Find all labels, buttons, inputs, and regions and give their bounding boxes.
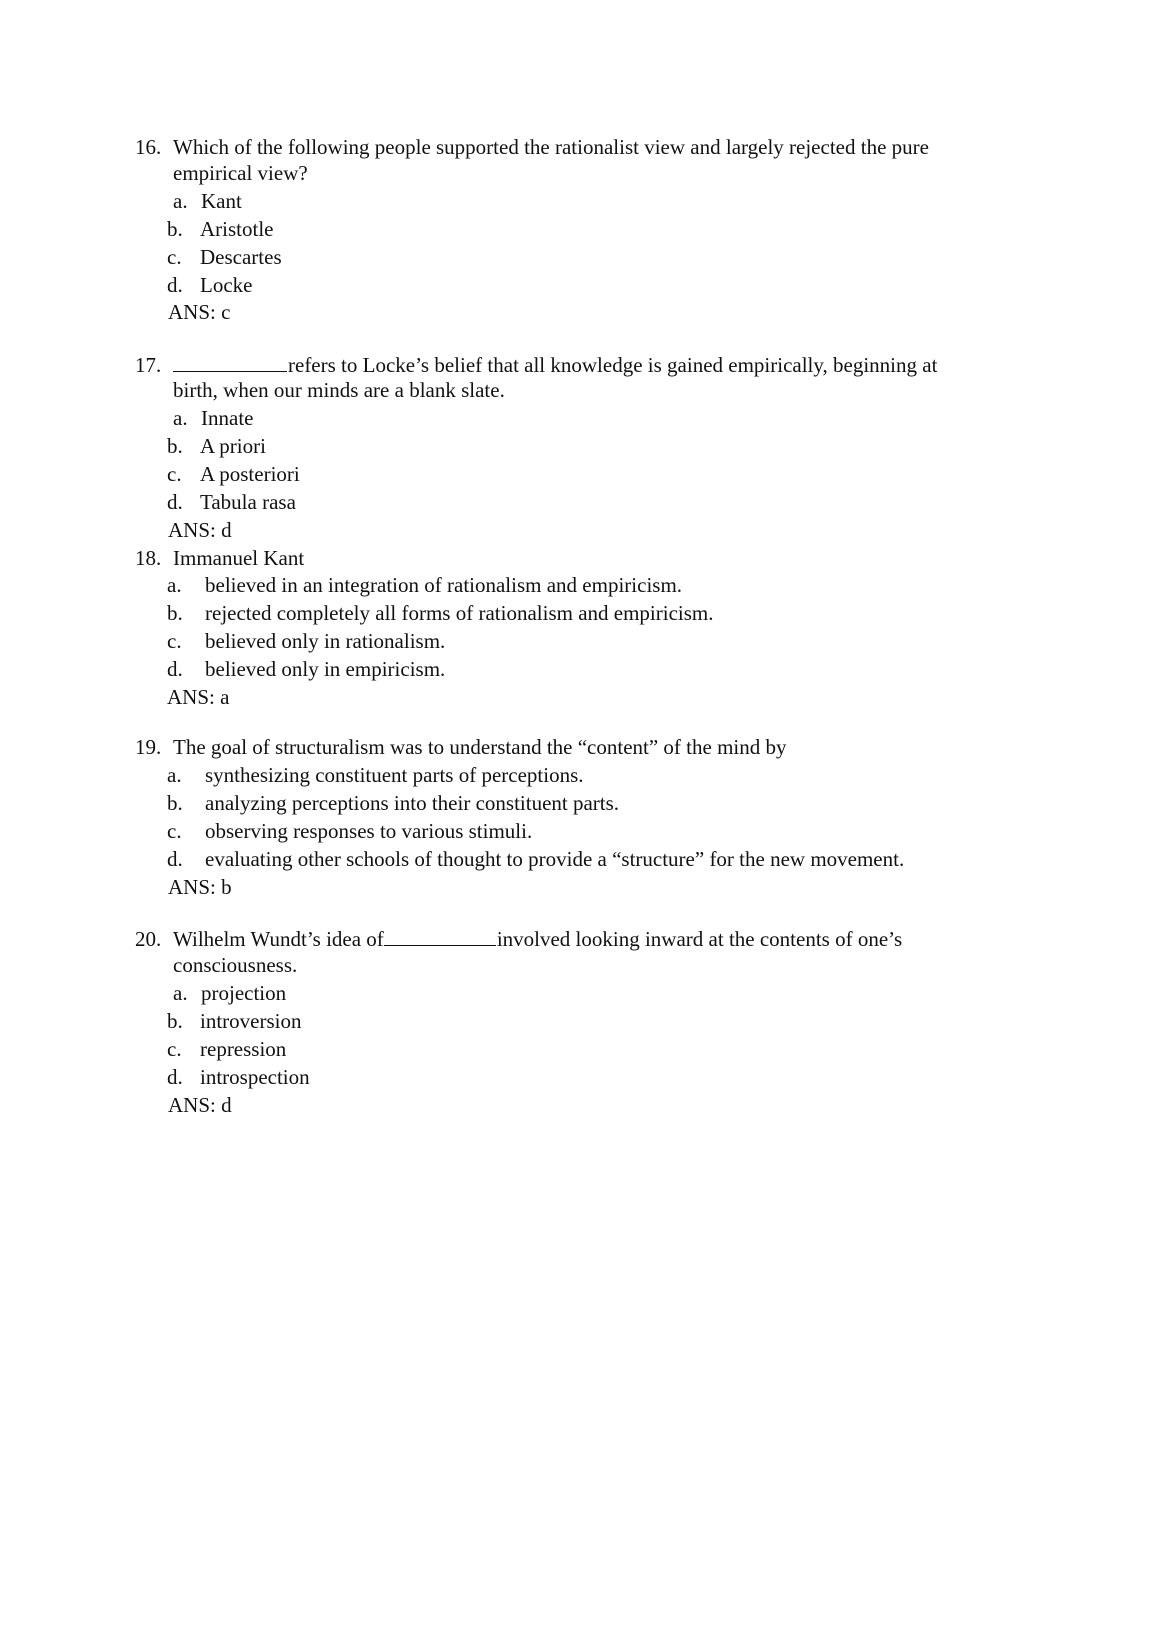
option-letter: b. <box>167 217 183 241</box>
option-text: repression <box>200 1037 287 1061</box>
option-letter: b. <box>167 434 183 458</box>
option-letter: d. <box>167 847 183 871</box>
option-text: Innate <box>201 406 254 430</box>
answer-key: ANS: a <box>167 685 230 709</box>
option-text: A posteriori <box>200 462 300 486</box>
option-letter: b. <box>167 1009 183 1033</box>
option-letter: a. <box>167 763 182 787</box>
option-letter: d. <box>167 1065 183 1089</box>
option-text: synthesizing constituent parts of perceptions. <box>205 763 584 787</box>
question-stem: Which of the following people supported the rationalist view and largely rejected the pure <box>173 135 929 159</box>
answer-key: ANS: d <box>168 518 232 542</box>
option-text: A priori <box>200 434 266 458</box>
option-text: Tabula rasa <box>200 490 296 514</box>
option-letter: b. <box>167 791 183 815</box>
question-number: 17. <box>135 353 162 377</box>
option-letter: c. <box>167 1037 182 1061</box>
question-stem: refers to Locke’s belief that all knowledge is gained empirically, beginning at <box>173 352 937 378</box>
option-letter: d. <box>167 273 183 297</box>
question-stem-continued: birth, when our minds are a blank slate. <box>173 378 505 402</box>
option-text: introspection <box>200 1065 310 1089</box>
answer-key: ANS: d <box>168 1093 232 1117</box>
option-letter: c. <box>167 629 182 653</box>
option-letter: a. <box>173 189 188 213</box>
question-stem: Wilhelm Wundt’s idea of involved looking inward at the contents of one’s <box>173 927 903 951</box>
option-letter: d. <box>167 657 183 681</box>
option-text: observing responses to various stimuli. <box>205 819 533 843</box>
question-stem-continued: consciousness. <box>173 953 298 977</box>
option-text: Descartes <box>200 245 282 269</box>
fill-in-blank <box>173 353 287 372</box>
option-text: introversion <box>200 1009 302 1033</box>
option-text: analyzing perceptions into their constituent parts. <box>205 791 620 815</box>
option-text: rejected completely all forms of rationalism and empiricism. <box>205 601 714 625</box>
question-stem: The goal of structuralism was to understand the “content” of the mind by <box>173 735 787 759</box>
option-text: Aristotle <box>200 217 274 241</box>
option-text: evaluating other schools of thought to provide a “structure” for the new movement. <box>205 847 905 871</box>
option-letter: a. <box>173 981 188 1005</box>
answer-key: ANS: c <box>168 300 231 324</box>
option-letter: a. <box>167 573 182 597</box>
option-text: Kant <box>201 189 242 213</box>
question-number: 18. <box>135 546 162 570</box>
question-stem: Immanuel Kant <box>173 546 305 570</box>
question-number: 20. <box>135 927 162 951</box>
option-letter: a. <box>173 406 188 430</box>
option-text: Locke <box>200 273 253 297</box>
option-letter: b. <box>167 601 183 625</box>
question-stem-continued: empirical view? <box>173 161 308 185</box>
option-text: believed only in rationalism. <box>205 629 446 653</box>
option-letter: d. <box>167 490 183 514</box>
fill-in-blank <box>384 927 496 946</box>
option-text: believed only in empiricism. <box>205 657 446 681</box>
answer-key: ANS: b <box>168 875 232 899</box>
option-letter: c. <box>167 245 182 269</box>
option-letter: c. <box>167 462 182 486</box>
option-letter: c. <box>167 819 182 843</box>
question-number: 16. <box>135 135 162 159</box>
question-number: 19. <box>135 735 162 759</box>
option-text: projection <box>201 981 287 1005</box>
option-text: believed in an integration of rationalism and empiricism. <box>205 573 683 597</box>
